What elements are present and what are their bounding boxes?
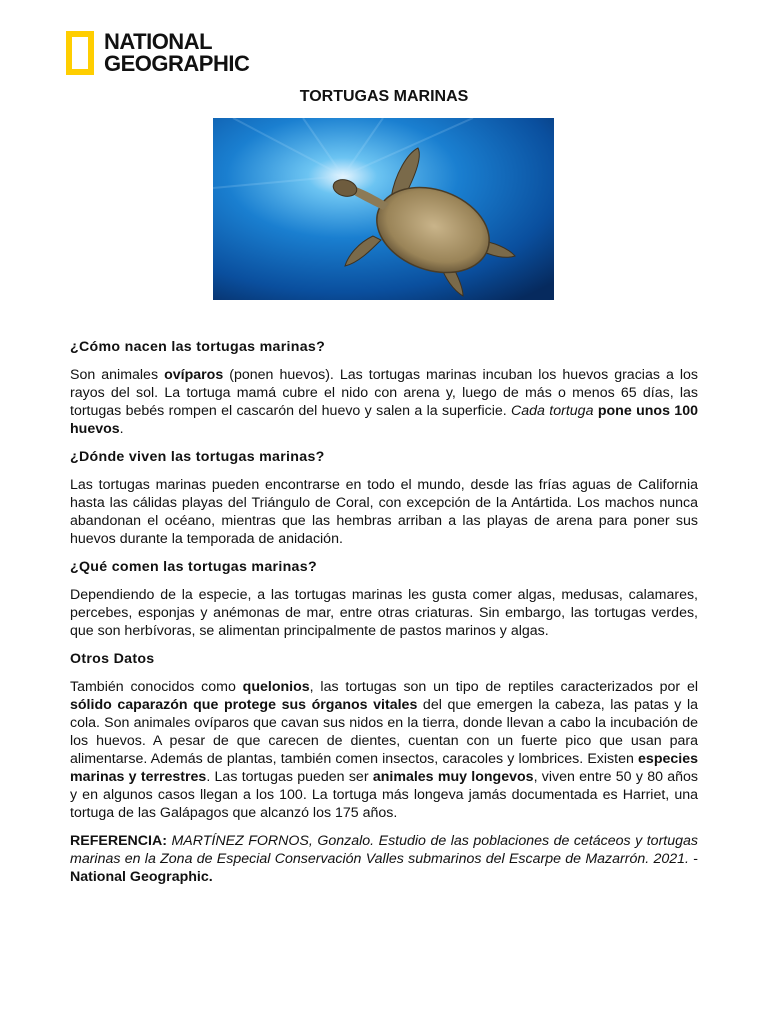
sea-turtle-photo [213, 118, 554, 300]
reference-paragraph [70, 832, 698, 886]
article-body [70, 338, 698, 896]
bold-run: animales muy longevos [372, 769, 534, 785]
text-run: . [119, 421, 124, 437]
yellow-frame-icon [66, 31, 94, 75]
paragraph-diet: Dependiendo de la especie, a las tortugas marinas les gusta comer algas, medusas, calamares, percebes, esponjas y anémonas de mar, entre otras criaturas. Sin embargo, las tortugas verdes, que son herbívoras, se alimentan principalmente de pastos marinos y algas. [70, 587, 698, 639]
logo-line-2: GEOGRAPHIC [104, 51, 250, 76]
bold-run: pone unos 100 huevos [70, 403, 698, 437]
bold-run: especies marinas y terrestres [70, 751, 698, 785]
paragraph-birth [70, 366, 698, 438]
reference-separator: - [689, 851, 699, 867]
section-heading: ¿Dónde viven las tortugas marinas? [70, 449, 325, 465]
section-heading: ¿Cómo nacen las tortugas marinas? [70, 339, 326, 355]
document-title: TORTUGAS MARINAS [299, 88, 469, 105]
section-heading: Otros Datos [70, 651, 155, 667]
text-run: Son animales [70, 367, 165, 383]
bold-run: ovíparos [164, 367, 224, 383]
logo-wordmark [104, 31, 249, 75]
reference-citation: MARTÍNEZ FORNOS, Gonzalo. Estudio de las poblaciones de cetáceos y tortugas marinas en la Zona de Especial Conservación Valles submarinos del Escarpe de Mazarrón. 2021. [70, 833, 698, 867]
text-run: , las tortugas son un tipo de reptiles caracterizados por el [309, 679, 698, 695]
paragraph-other-facts [70, 678, 698, 822]
section-heading: ¿Qué comen las tortugas marinas? [70, 559, 317, 575]
bold-run: quelonios [242, 679, 310, 695]
reference-source: National Geographic. [70, 869, 213, 885]
bold-run: sólido caparazón que protege sus órganos vitales [70, 697, 418, 713]
text-run: del que emergen la cabeza, las patas y la cola. Son animales ovíparos que cavan sus nidos en la tierra, donde llevan a cabo la incubación de los huevos. A pesar de que carecen de dientes, cuentan con un fuerte pico que usan para alimentarse. Además de plantas, también comen insectos, caracoles y lombrices. Existen [70, 697, 698, 767]
national-geographic-logo [66, 26, 249, 80]
logo-line-1: NATIONAL [104, 29, 213, 54]
paragraph-habitat: Las tortugas marinas pueden encontrarse en todo el mundo, desde las frías aguas de California hasta las cálidas playas del Triángulo de Coral, con excepción de la Antártida. Los machos nunca abandonan el océano, mientras que las hembras arriban a las playas de arena para poner sus huevos durante la temporada de anidación. [70, 477, 698, 547]
italic-run: Cada tortuga [511, 403, 598, 419]
text-run: También conocidos como [70, 679, 243, 695]
text-run: . Las tortugas pueden ser [206, 769, 373, 785]
reference-label: REFERENCIA: [70, 833, 167, 849]
text-run: (ponen huevos). Las tortugas marinas incuban los huevos gracias a los rayos del sol. La tortuga mamá cubre el nido con arena y, luego de más o menos 65 días, las tortugas bebés rompen el cascarón del huevo y salen a la superficie. [70, 367, 698, 419]
text-run: , viven entre 50 y 80 años y en algunos casos llegan a los 100. La tortuga más longeva jamás documentada es Harriet, una tortuga de las Galápagos que alcanzó los 175 años. [70, 769, 699, 821]
